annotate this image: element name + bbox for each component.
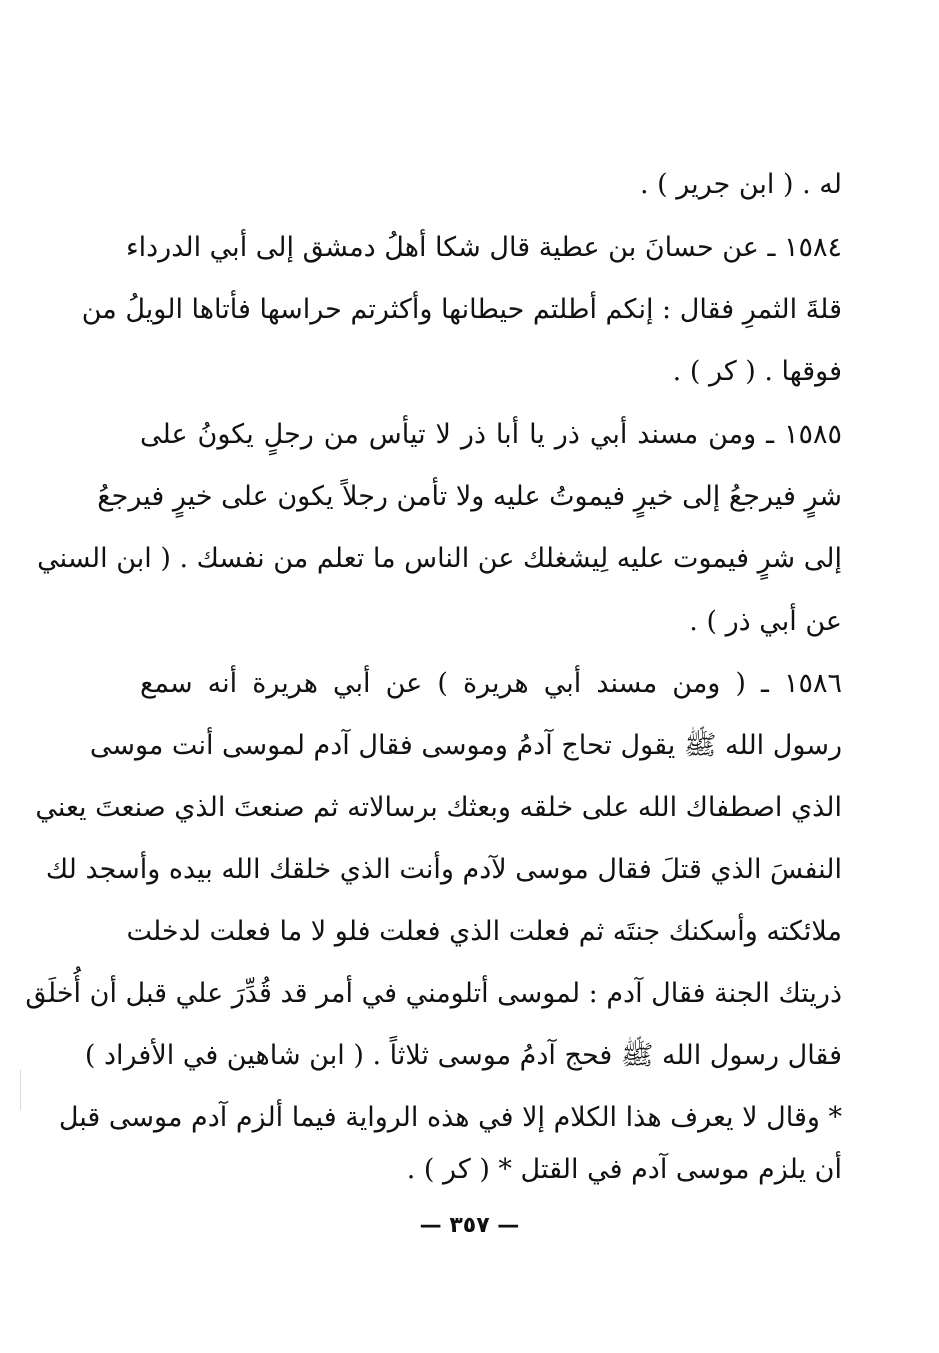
text-line: له . ( ابن جرير ) . bbox=[640, 169, 842, 200]
text-line: أن يلزم موسى آدم في القتل * ( كر ) . bbox=[406, 1154, 842, 1185]
text-line: عن أبي ذر ) . bbox=[689, 606, 842, 637]
text-line: ملائكته وأسكنك جنتَه ثم فعلت الذي فعلت فلو لا ما فعلت لدخلت bbox=[126, 916, 842, 947]
page-number: — ٣٥٧ — bbox=[419, 1213, 520, 1238]
text-line: رسول الله ﷺ يقول تحاج آدمُ وموسى فقال آدم لموسى أنت موسى bbox=[89, 730, 842, 761]
text-line: ١٥٨٤ ـ عن حسانَ بن عطية قال شكا أهلُ دمشق إلى أبي الدرداء bbox=[125, 232, 842, 263]
text-line: ١٥٨٦ ـ ( ومن مسند أبي هريرة ) عن أبي هريرة أنه سمع bbox=[140, 668, 842, 699]
text-line: * وقال لا يعرف هذا الكلام إلا في هذه الرواية فيما ألزم آدم موسى قبل bbox=[58, 1102, 842, 1133]
text-line: النفسَ الذي قتلَ فقال موسى لآدم وأنت الذي خلقك الله بيده وأسجد لك bbox=[45, 854, 842, 885]
text-line: فقال رسول الله ﷺ فحج آدمُ موسى ثلاثاً . ( ابن شاهين في الأفراد ) bbox=[84, 1040, 842, 1071]
text-line: شرٍ فيرجعُ إلى خيرٍ فيموتُ عليه ولا تأمن رجلاً يكون على خيرٍ فيرجعُ bbox=[97, 481, 842, 512]
scan-margin-mark bbox=[20, 1070, 21, 1110]
text-line: قلةَ الثمرِ فقال : إنكم أطلتم حيطانها وأكثرتم حراسها فأتاها الويلُ من bbox=[81, 294, 842, 325]
text-line: ذريتك الجنة فقال آدم : لموسى أتلومني في أمر قد قُدِّرَ علي قبل أن أُخلَق bbox=[25, 978, 842, 1009]
text-line: الذي اصطفاك الله على خلقه وبعثك برسالاته ثم صنعتَ الذي صنعتَ يعني bbox=[35, 792, 842, 823]
text-line: فوقها . ( كر ) . bbox=[672, 356, 842, 387]
text-line: ١٥٨٥ ـ ومن مسند أبي ذر يا أبا ذر لا تيأس من رجلٍ يكونُ على bbox=[140, 419, 842, 450]
text-line: إلى شرٍ فيموت عليه لِيشغلك عن الناس ما تعلم من نفسك . ( ابن السني bbox=[37, 543, 842, 574]
